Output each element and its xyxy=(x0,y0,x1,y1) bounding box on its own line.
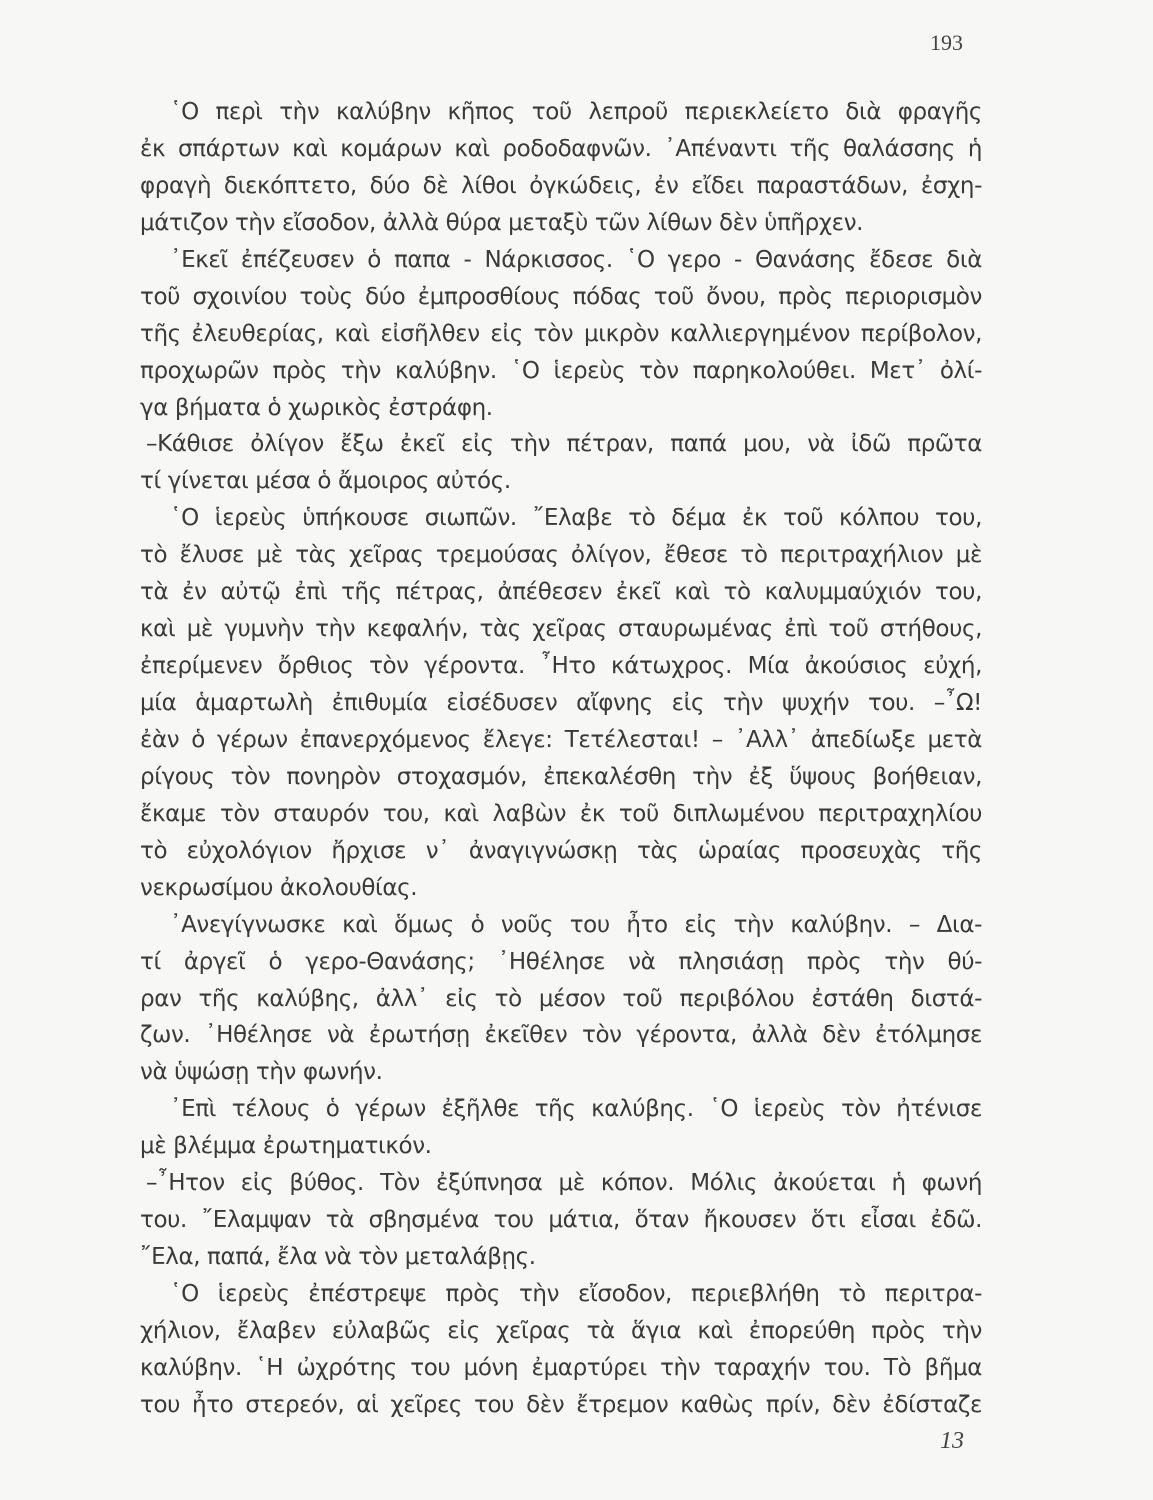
text-line: τὰ ἐν αὐτῷ ἐπὶ τῆς πέτρας, ἀπέθεσεν ἐκεῖ καὶ τὸ καλυμμαύχιόν του, xyxy=(140,579,982,606)
text-line: ῾Ο ἱερεὺς ὑπήκουσε σιωπῶν. ῎Ελαβε τὸ δέμα ἐκ τοῦ κόλπου του, xyxy=(170,505,982,532)
text-line: του. ῎Ελαμψαν τὰ σβησμένα του μάτια, ὅταν ἤκουσεν ὅτι εἶσαι ἐδῶ. xyxy=(140,1207,982,1234)
text-line: ἐπερίμενεν ὄρθιος τὸν γέροντα. ῏Ητο κάτωχρος. Μία ἀκούσιος εὐχή, xyxy=(140,653,982,680)
text-line: ᾿Ανεγίγνωσκε καὶ ὅμως ὁ νοῦς του ἦτο εἰς τὴν καλύβην. – Δια- xyxy=(170,911,982,938)
text-line: ἐὰν ὁ γέρων ἐπανερχόμενος ἔλεγε: Τετέλεσται! – ᾿Αλλ᾿ ἀπεδίωξε μετὰ xyxy=(140,726,982,753)
text-line: τί γίνεται μέσα ὁ ἄμοιρος αὐτός. xyxy=(140,468,511,495)
text-line: μάτιζον τὴν εἴσοδον, ἀλλὰ θύρα μεταξὺ τῶν λίθων δὲν ὑπῆρχεν. xyxy=(140,209,864,236)
text-line: τῆς ἐλευθερίας, καὶ εἰσῆλθεν εἰς τὸν μικρὸν καλλιεργημένον περίβολον, xyxy=(140,320,982,347)
page-number: 193 xyxy=(930,30,963,55)
text-line: προχωρῶν πρὸς τὴν καλύβην. ῾Ο ἱερεὺς τὸν παρηκολούθει. Μετ᾿ ὀλί- xyxy=(140,357,982,384)
signature-mark: 13 xyxy=(940,1428,964,1454)
text-line: χήλιον, ἔλαβεν εὐλαβῶς εἰς χεῖρας τὰ ἅγια καὶ ἐπορεύθη πρὸς τὴν xyxy=(140,1317,982,1344)
text-line: καὶ μὲ γυμνὴν τὴν κεφαλήν, τὰς χεῖρας σταυρωμένας ἐπὶ τοῦ στήθους, xyxy=(140,616,982,643)
text-line: ρίγους τὸν πονηρὸν στοχασμόν, ἐπεκαλέσθη τὴν ἐξ ὕψους βοήθειαν, xyxy=(140,763,982,790)
text-line: φραγὴ διεκόπτετο, δύο δὲ λίθοι ὀγκώδεις, ἐν εἴδει παραστάδων, ἐσχη- xyxy=(140,172,982,199)
text-line: τί ἀργεῖ ὁ γερο-Θανάσης; ᾿Ηθέλησε νὰ πλησιάσῃ πρὸς τὴν θύ- xyxy=(140,948,982,975)
text-line: ῾Ο περὶ τὴν καλύβην κῆπος τοῦ λεπροῦ περιεκλείετο διὰ φραγῆς xyxy=(170,99,982,125)
text-line: τὸ εὐχολόγιον ἤρχισε ν᾿ ἀναγιγνώσκῃ τὰς ὡραίας προσευχὰς τῆς xyxy=(140,837,982,864)
text-line: τὸ ἔλυσε μὲ τὰς χεῖρας τρεμούσας ὀλίγον, ἔθεσε τὸ περιτραχήλιον μὲ xyxy=(140,542,982,569)
text-line: του ἦτο στερεόν, αἱ χεῖρες του δὲν ἔτρεμον καθὼς πρίν, δὲν ἐδίσταζε xyxy=(140,1391,982,1418)
text-line: ᾿Επὶ τέλους ὁ γέρων ἐξῆλθε τῆς καλύβης. ῾Ο ἱερεὺς τὸν ἠτένισε xyxy=(170,1096,982,1123)
text-line: νὰ ὑψώσῃ τὴν φωνήν. xyxy=(140,1059,383,1086)
text-line: ραν τῆς καλύβης, ἀλλ᾿ εἰς τὸ μέσον τοῦ περιβόλου ἐστάθη διστά- xyxy=(140,985,982,1012)
text-line: νεκρωσίμου ἀκολουθίας. xyxy=(140,874,418,901)
text-line: μία ἁμαρτωλὴ ἐπιθυμία εἰσέδυσεν αἴφνης εἰς τὴν ψυχήν του. –῏Ω! xyxy=(140,690,982,716)
body-text xyxy=(140,94,982,1424)
text-line: τοῦ σχοινίου τοὺς δύο ἐμπροσθίους πόδας τοῦ ὄνου, πρὸς περιορισμὸν xyxy=(140,283,982,310)
text-line: καλύβην. ῾Η ὠχρότης του μόνη ἐμαρτύρει τὴν ταραχήν του. Τὸ βῆμα xyxy=(140,1354,982,1381)
text-line: ᾿Εκεῖ ἐπέζευσεν ὁ παπα - Νάρκισσος. ῾Ο γερο - Θανάσης ἔδεσε διὰ xyxy=(170,246,982,273)
text-line: ἔκαμε τὸν σταυρόν του, καὶ λαβὼν ἐκ τοῦ διπλωμένου περιτραχηλίου xyxy=(140,800,982,827)
text-line: γα βήματα ὁ χωρικὸς ἐστράφη. xyxy=(140,394,493,421)
text-line: –῏Ητον εἰς βύθος. Τὸν ἐξύπνησα μὲ κόπον. Μόλις ἀκούεται ἡ φωνή xyxy=(146,1170,982,1197)
text-line: ῎Ελα, παπά, ἔλα νὰ τὸν μεταλάβῃς. xyxy=(140,1244,536,1271)
text-line: ῾Ο ἱερεὺς ἐπέστρεψε πρὸς τὴν εἴσοδον, περιεβλήθη τὸ περιτρα- xyxy=(170,1281,982,1307)
text-line: ἐκ σπάρτων καὶ κομάρων καὶ ροδοδαφνῶν. ᾿Απέναντι τῆς θαλάσσης ἡ xyxy=(140,135,982,162)
text-line: μὲ βλέμμα ἐρωτηματικόν. xyxy=(140,1133,432,1160)
text-line: ζων. ᾿Ηθέλησε νὰ ἐρωτήσῃ ἐκεῖθεν τὸν γέροντα, ἀλλὰ δὲν ἐτόλμησε xyxy=(140,1022,982,1049)
text-line: –Κάθισε ὀλίγον ἔξω ἐκεῖ εἰς τὴν πέτραν, παπά μου, νὰ ἰδῶ πρῶτα xyxy=(146,431,982,458)
